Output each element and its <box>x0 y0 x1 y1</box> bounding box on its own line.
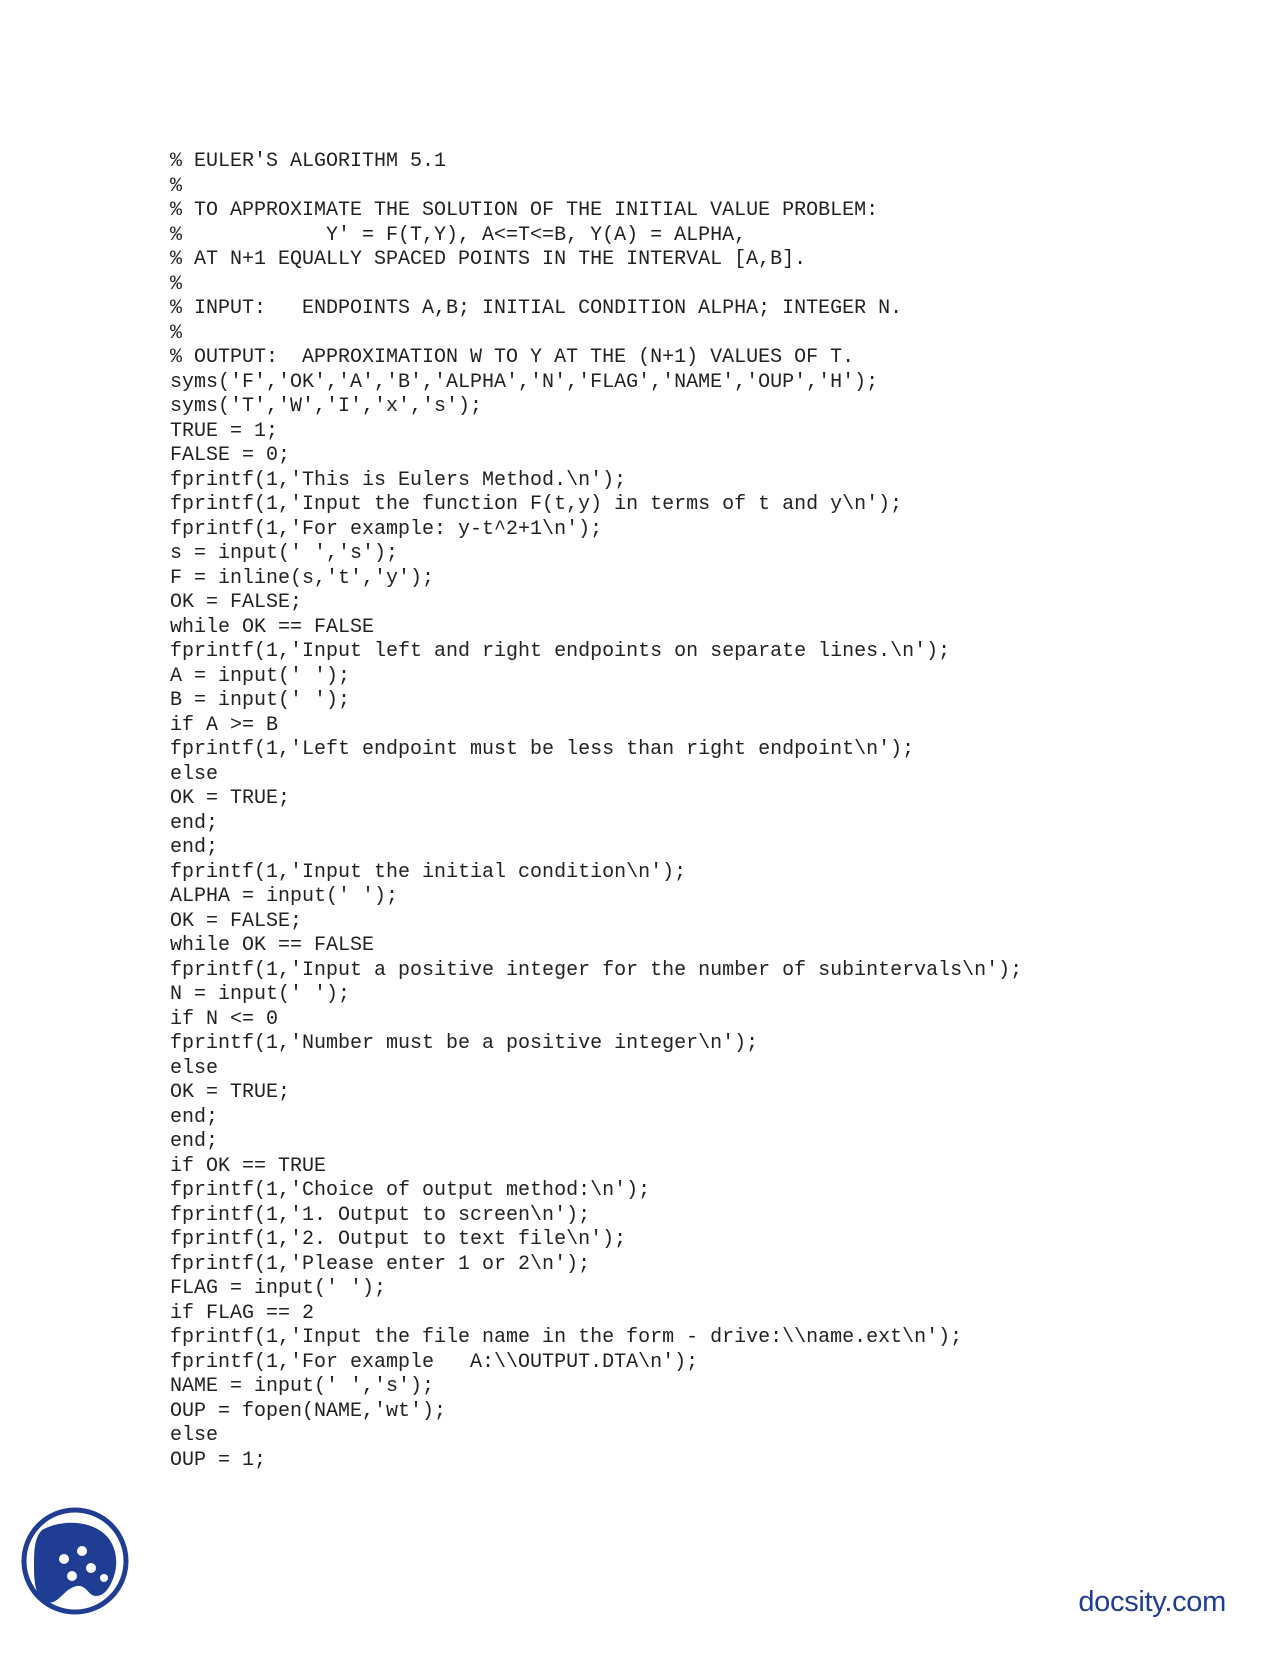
code-line: end; <box>170 1130 219 1153</box>
code-line: fprintf(1,'1. Output to screen\n'); <box>170 1203 591 1227</box>
code-line: TRUE = 1; <box>170 419 279 443</box>
code-line: OK = FALSE; <box>170 591 303 614</box>
code-line: % TO APPROXIMATE THE SOLUTION OF THE INITIAL VALUE PROBLEM: <box>170 199 879 222</box>
code-line: OUP = fopen(NAME,'wt'); <box>170 1399 447 1423</box>
code-line: OK = TRUE; <box>170 787 291 810</box>
code-line: A = input(' '); <box>170 664 351 688</box>
code-line: else <box>170 1056 219 1080</box>
code-line: else <box>170 762 219 786</box>
code-line: fprintf(1,'2. Output to text file\n'); <box>170 1228 627 1251</box>
code-line: % Y' = F(T,Y), A<=T<=B, Y(A) = ALPHA, <box>170 223 747 247</box>
code-line: % <box>170 272 183 296</box>
code-line: % <box>170 174 183 198</box>
code-line: if N <= 0 <box>170 1007 279 1031</box>
code-line: OK = FALSE; <box>170 909 303 933</box>
code-line: while OK == FALSE <box>170 934 375 957</box>
code-line: % <box>170 321 183 345</box>
code-line: syms('F','OK','A','B','ALPHA','N','FLAG','NAME','OUP','H'); <box>170 370 879 394</box>
code-line: B = input(' '); <box>170 689 351 712</box>
docsity-brand-link[interactable]: docsity.com <box>1078 1586 1226 1618</box>
code-line: % INPUT: ENDPOINTS A,B; INITIAL CONDITION ALPHA; INTEGER N. <box>170 297 903 320</box>
docsity-logo-icon[interactable] <box>20 1506 130 1616</box>
code-line: fprintf(1,'Choice of output method:\n'); <box>170 1179 651 1202</box>
code-line: if A >= B <box>170 713 279 737</box>
code-line: fprintf(1,'Input the file name in the form - drive:\\name.ext\n'); <box>170 1326 963 1349</box>
code-line: % EULER'S ALGORITHM 5.1 <box>170 150 447 173</box>
code-line: end; <box>170 836 219 859</box>
code-line: NAME = input(' ','s'); <box>170 1375 435 1398</box>
code-line: fprintf(1,'For example: y-t^2+1\n'); <box>170 517 603 541</box>
code-line: FALSE = 0; <box>170 444 291 467</box>
code-line: syms('T','W','I','x','s'); <box>170 395 483 418</box>
code-line: while OK == FALSE <box>170 615 375 639</box>
code-line: F = inline(s,'t','y'); <box>170 566 435 590</box>
code-line: else <box>170 1424 219 1447</box>
code-line: fprintf(1,'This is Eulers Method.\n'); <box>170 468 627 492</box>
code-line: % AT N+1 EQUALLY SPACED POINTS IN THE INTERVAL [A,B]. <box>170 248 807 271</box>
code-line: OK = TRUE; <box>170 1081 291 1104</box>
code-line: if FLAG == 2 <box>170 1301 315 1325</box>
code-line: end; <box>170 811 219 835</box>
code-line: fprintf(1,'Number must be a positive integer\n'); <box>170 1032 759 1055</box>
code-line: end; <box>170 1105 219 1129</box>
code-line: N = input(' '); <box>170 983 351 1006</box>
code-line: fprintf(1,'Please enter 1 or 2\n'); <box>170 1252 591 1276</box>
code-line: % OUTPUT: APPROXIMATION W TO Y AT THE (N+1) VALUES OF T. <box>170 346 855 369</box>
code-line: ALPHA = input(' '); <box>170 885 399 908</box>
code-line: fprintf(1,'For example A:\\OUTPUT.DTA\n'); <box>170 1350 699 1374</box>
code-line: fprintf(1,'Input left and right endpoints on separate lines.\n'); <box>170 640 951 663</box>
code-listing <box>170 150 1022 1473</box>
code-line: fprintf(1,'Left endpoint must be less than right endpoint\n'); <box>170 738 915 761</box>
code-line: fprintf(1,'Input the initial condition\n'); <box>170 860 687 884</box>
code-line: FLAG = input(' '); <box>170 1277 387 1300</box>
code-line: s = input(' ','s'); <box>170 542 399 565</box>
code-line: OUP = 1; <box>170 1448 267 1472</box>
code-line: fprintf(1,'Input a positive integer for the number of subintervals\n'); <box>170 958 1023 982</box>
code-line: if OK == TRUE <box>170 1154 327 1178</box>
code-line: fprintf(1,'Input the function F(t,y) in terms of t and y\n'); <box>170 493 903 516</box>
